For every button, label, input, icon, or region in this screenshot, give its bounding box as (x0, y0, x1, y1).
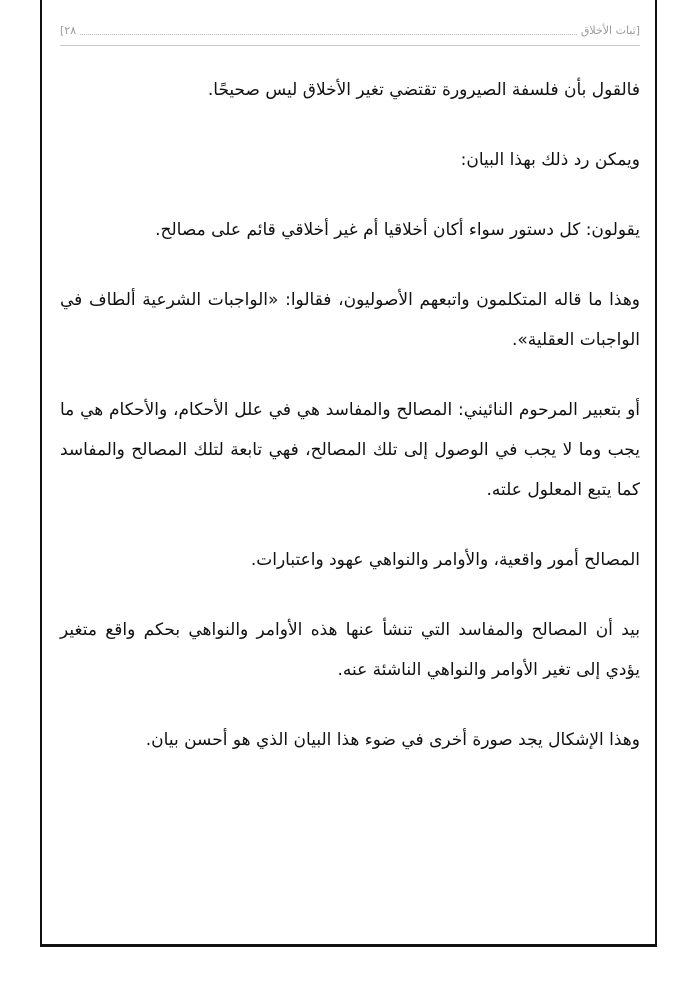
page-number: ٢٨ (64, 23, 77, 37)
paragraph: المصالح أمور واقعية، والأوامر والنواهي عهود واعتبارات. (250, 550, 640, 570)
paragraph: وهذا ما قاله المتكلمون واتبعهم الأصوليون، فقالوا: «الواجبات الشرعية ألطاف في الواجبات العقلية». (60, 290, 640, 350)
paragraph: ويمكن رد ذلك بهذا البيان: (460, 150, 640, 170)
paragraph: أو بتعبير المرحوم النائيني: المصالح والمفاسد هي في علل الأحكام، والأحكام هي ما يجب وما لا يجب في الوصول إلى تلك المصالح، فهي تابعة لتلك المصالح والمفاسد كما يتبع المعلول علته. (60, 400, 640, 500)
page-body (60, 70, 640, 790)
paragraph: فالقول بأن فلسفة الصيرورة تقتضي تغير الأخلاق ليس صحيحًا. (207, 80, 640, 100)
header-bracket-close: ] (60, 23, 65, 37)
paragraph: وهذا الإشكال يجد صورة أخرى في ضوء هذا البيان الذي هو أحسن بيان. (145, 730, 640, 750)
book-title: ثبات الأخلاق (580, 23, 636, 37)
header-dot-leader (80, 26, 577, 35)
header-divider (60, 45, 640, 46)
paragraph: يقولون: كل دستور سواء أكان أخلاقيا أم غير أخلاقي قائم على مصالح. (155, 220, 640, 240)
running-header (60, 20, 640, 40)
header-bracket-open: [ (635, 23, 640, 37)
paragraph: بيد أن المصالح والمفاسد التي تنشأ عنها هذه الأوامر والنواهي بحكم واقع متغير يؤدي إلى تغير الأوامر والنواهي الناشئة عنه. (60, 620, 640, 680)
